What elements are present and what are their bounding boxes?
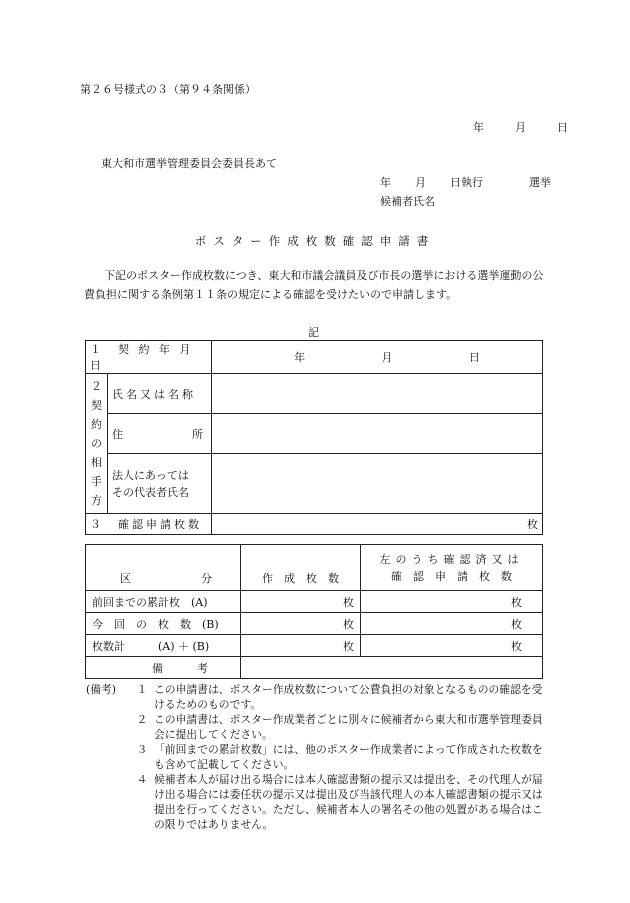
representative-row bbox=[86, 454, 543, 514]
remarks-label: 備 考 bbox=[86, 657, 241, 679]
note-item bbox=[86, 682, 549, 712]
addressee: 東大和市選挙管理委員会委員長あて bbox=[101, 157, 277, 170]
note-number: ２ bbox=[136, 713, 148, 726]
created-count-field[interactable]: 枚 bbox=[241, 635, 361, 657]
note-text: 「前回までの累計枚数」には、他のポスター作成業者によって作成された枚数をも含めて記載してください。 bbox=[154, 743, 543, 771]
confirmed-count-field[interactable]: 枚 bbox=[361, 613, 543, 635]
representative-field[interactable] bbox=[212, 454, 543, 514]
contract-date-row bbox=[86, 341, 543, 374]
contract-party-side-label: ２ 契 約 の 相 手 方 bbox=[86, 374, 108, 514]
note-item bbox=[86, 742, 549, 772]
requested-count-row bbox=[86, 514, 543, 535]
confirmed-count-field[interactable]: 枚 bbox=[361, 591, 543, 613]
name-label: 氏名又は名称 bbox=[108, 374, 212, 414]
address-label: 住 所 bbox=[108, 414, 212, 454]
name-row bbox=[86, 374, 543, 414]
note-item bbox=[86, 712, 549, 742]
requested-count-label: ３ 確認申請枚数 bbox=[86, 514, 212, 535]
address-row bbox=[86, 414, 543, 454]
count-row-current bbox=[86, 613, 543, 635]
name-field[interactable] bbox=[212, 374, 543, 414]
kubun-header: 区 分 bbox=[86, 545, 241, 591]
count-table bbox=[85, 544, 543, 679]
candidate-name-label: 候補者氏名 bbox=[380, 195, 435, 208]
note-text: この申請書は、ポスター作成業者ごとに別々に候補者から東大和市選挙管理委員会に提出してください。 bbox=[154, 713, 543, 741]
note-text: 候補者本人が届け出る場合には本人確認書類の提示又は提出を、その代理人が届け出る場合には委任状の提示又は提出及び当該代理人の本人確認書類の提示又は提出を行ってください。ただし、候補者本人の署名その他の処置がある場合はこの限りではありません。 bbox=[154, 773, 543, 831]
confirmed-count-field[interactable]: 枚 bbox=[361, 635, 543, 657]
count-header-row bbox=[86, 545, 543, 591]
contract-year: 年 bbox=[294, 351, 306, 364]
count-row-previous bbox=[86, 591, 543, 613]
requested-count-field[interactable]: 枚 bbox=[212, 514, 543, 535]
form-number: 第２６号様式の３（第９４条関係） bbox=[80, 83, 256, 96]
contract-table bbox=[85, 340, 543, 535]
note-text: この申請書は、ポスター作成枚数について公費負担の対象となるものの確認を受けるためのものです。 bbox=[154, 683, 543, 711]
created-count-field[interactable]: 枚 bbox=[241, 591, 361, 613]
ki-mark: 記 bbox=[308, 326, 319, 339]
date-year: 年 bbox=[473, 121, 484, 134]
exec-day: 日執行 bbox=[450, 176, 483, 189]
created-count-header: 作 成 枚 数 bbox=[241, 545, 361, 591]
notes-section bbox=[86, 682, 549, 832]
notes-heading: (備考) bbox=[86, 683, 117, 696]
date-month: 月 bbox=[515, 121, 526, 134]
count-row-label: 枚数計 (A) ＋ (B) bbox=[86, 635, 241, 657]
date-day: 日 bbox=[557, 121, 568, 134]
address-field[interactable] bbox=[212, 414, 543, 454]
note-number: １ bbox=[136, 683, 148, 696]
count-row-total bbox=[86, 635, 543, 657]
remarks-row bbox=[86, 657, 543, 679]
contract-date-field[interactable] bbox=[212, 341, 543, 374]
contract-month: 月 bbox=[381, 351, 393, 364]
contract-date-label: １ 契 約 年 月 日 bbox=[86, 341, 212, 374]
document-title: ポスター作成枚数確認申請書 bbox=[194, 234, 436, 248]
count-row-label: 前回までの累計枚 (A) bbox=[86, 591, 241, 613]
contract-day: 日 bbox=[468, 351, 480, 364]
note-number: ４ bbox=[136, 773, 148, 786]
submission-date bbox=[473, 119, 568, 135]
remarks-field[interactable] bbox=[241, 657, 543, 679]
exec-month: 月 bbox=[415, 176, 426, 189]
note-number: ３ bbox=[136, 743, 148, 756]
election-label: 選挙 bbox=[529, 176, 551, 189]
confirmed-count-header: 左のうち確認済又は 確 認 申 請 枚 数 bbox=[361, 545, 543, 591]
created-count-field[interactable]: 枚 bbox=[241, 613, 361, 635]
representative-label: 法人にあっては その代表者氏名 bbox=[108, 454, 212, 514]
count-row-label: 今 回 の 枚 数 (B) bbox=[86, 613, 241, 635]
execution-line bbox=[380, 174, 551, 190]
intro-text: 下記のポスター作成枚数につき、東大和市議会議員及び市長の選挙における選挙運動の公費負担に関する条例第１１条の規定による確認を受けたいので申請します。 bbox=[84, 269, 544, 301]
exec-year: 年 bbox=[380, 176, 391, 189]
note-item bbox=[86, 772, 549, 832]
